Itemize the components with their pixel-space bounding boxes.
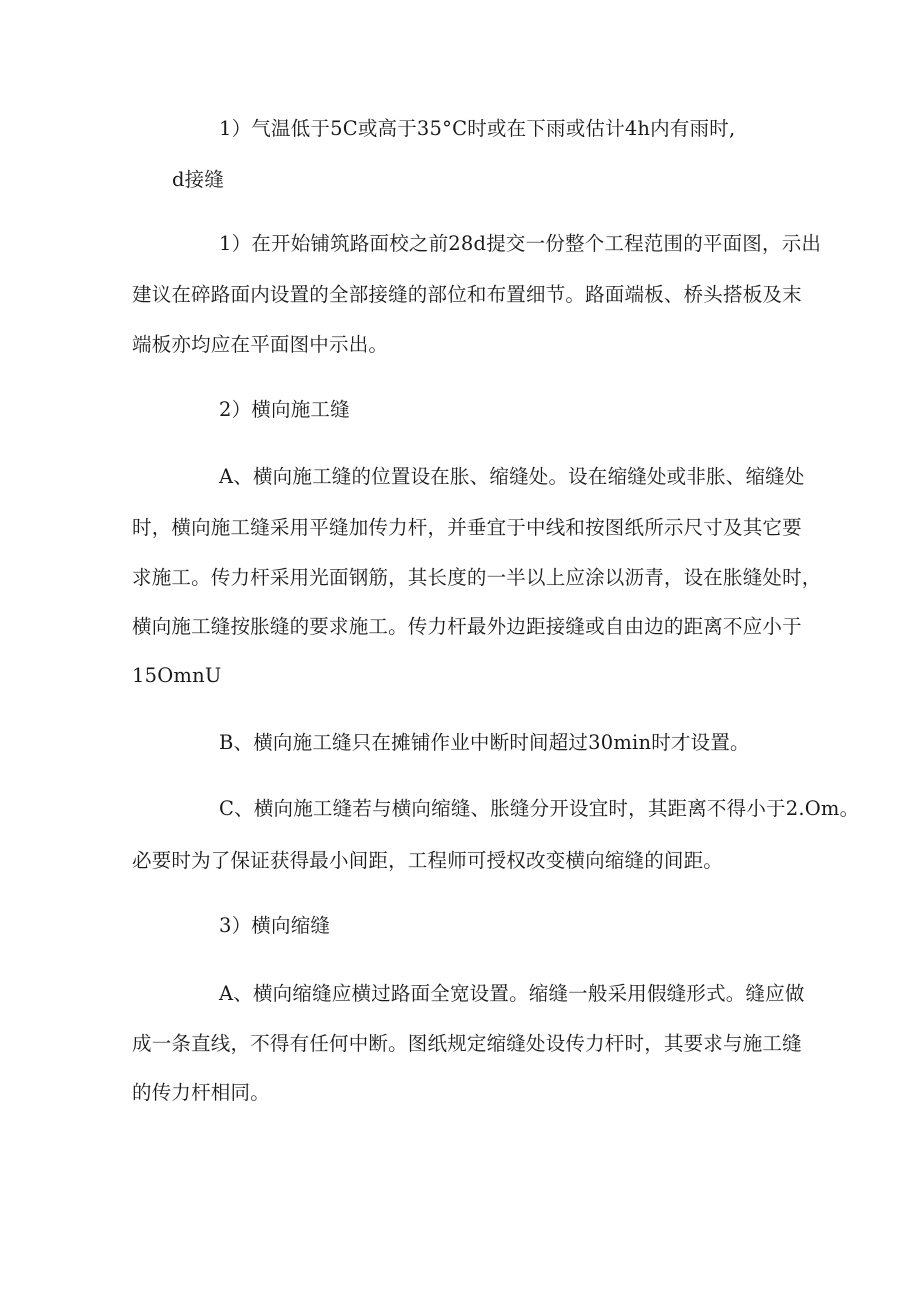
text-line: 端板亦均应在平面图中示出。	[132, 333, 389, 356]
text-line: 1）气温低于5C或高于35°C时或在下雨或估计4h内有雨时,	[219, 117, 736, 140]
text-line: 的传力杆相同。	[132, 1081, 270, 1104]
subsection-heading: 2）横向施工缝	[219, 398, 350, 421]
text-line: A、横向缩缝应横过路面全宽设置。缩缝一般采用假缝形式。缝应做	[219, 982, 805, 1005]
text-line: 必要时为了保证获得最小间距，工程师可授权改变横向缩缝的间距。	[132, 849, 724, 872]
text-line: C、横向施工缝若与横向缩缝、胀缝分开设宜时，其距离不得小于2.Om。	[219, 797, 860, 820]
text-line: B、横向施工缝只在摊铺作业中断时间超过30min时才设置。	[219, 731, 750, 754]
section-heading: d接缝	[172, 168, 225, 191]
subsection-heading: 3）横向缩缝	[219, 914, 331, 937]
text-line: A、横向施工缝的位置设在胀、缩缝处。设在缩缝处或非胀、缩缝处	[219, 465, 805, 488]
text-line: 求施工。传力杆采用光面钢筋，其长度的一半以上应涂以沥青，设在胀缝处时，	[132, 566, 822, 589]
text-line: 15OmnU	[132, 664, 222, 687]
text-line: 建议在碎路面内设置的全部接缝的部位和布置细节。路面端板、桥头搭板及末	[132, 283, 802, 306]
text-line: 横向施工缝按胀缝的要求施工。传力杆最外边距接缝或自由边的距离不应小于	[132, 615, 802, 638]
text-line: 1）在开始铺筑路面校之前28d提交一份整个工程范围的平面图，示出	[219, 232, 822, 255]
text-line: 时，横向施工缝采用平缝加传力杆，并垂宜于中线和按图纸所示尺寸及其它要	[132, 516, 802, 539]
text-line: 成一条直线，不得有任何中断。图纸规定缩缝处设传力杆时，其要求与施工缝	[132, 1032, 802, 1055]
